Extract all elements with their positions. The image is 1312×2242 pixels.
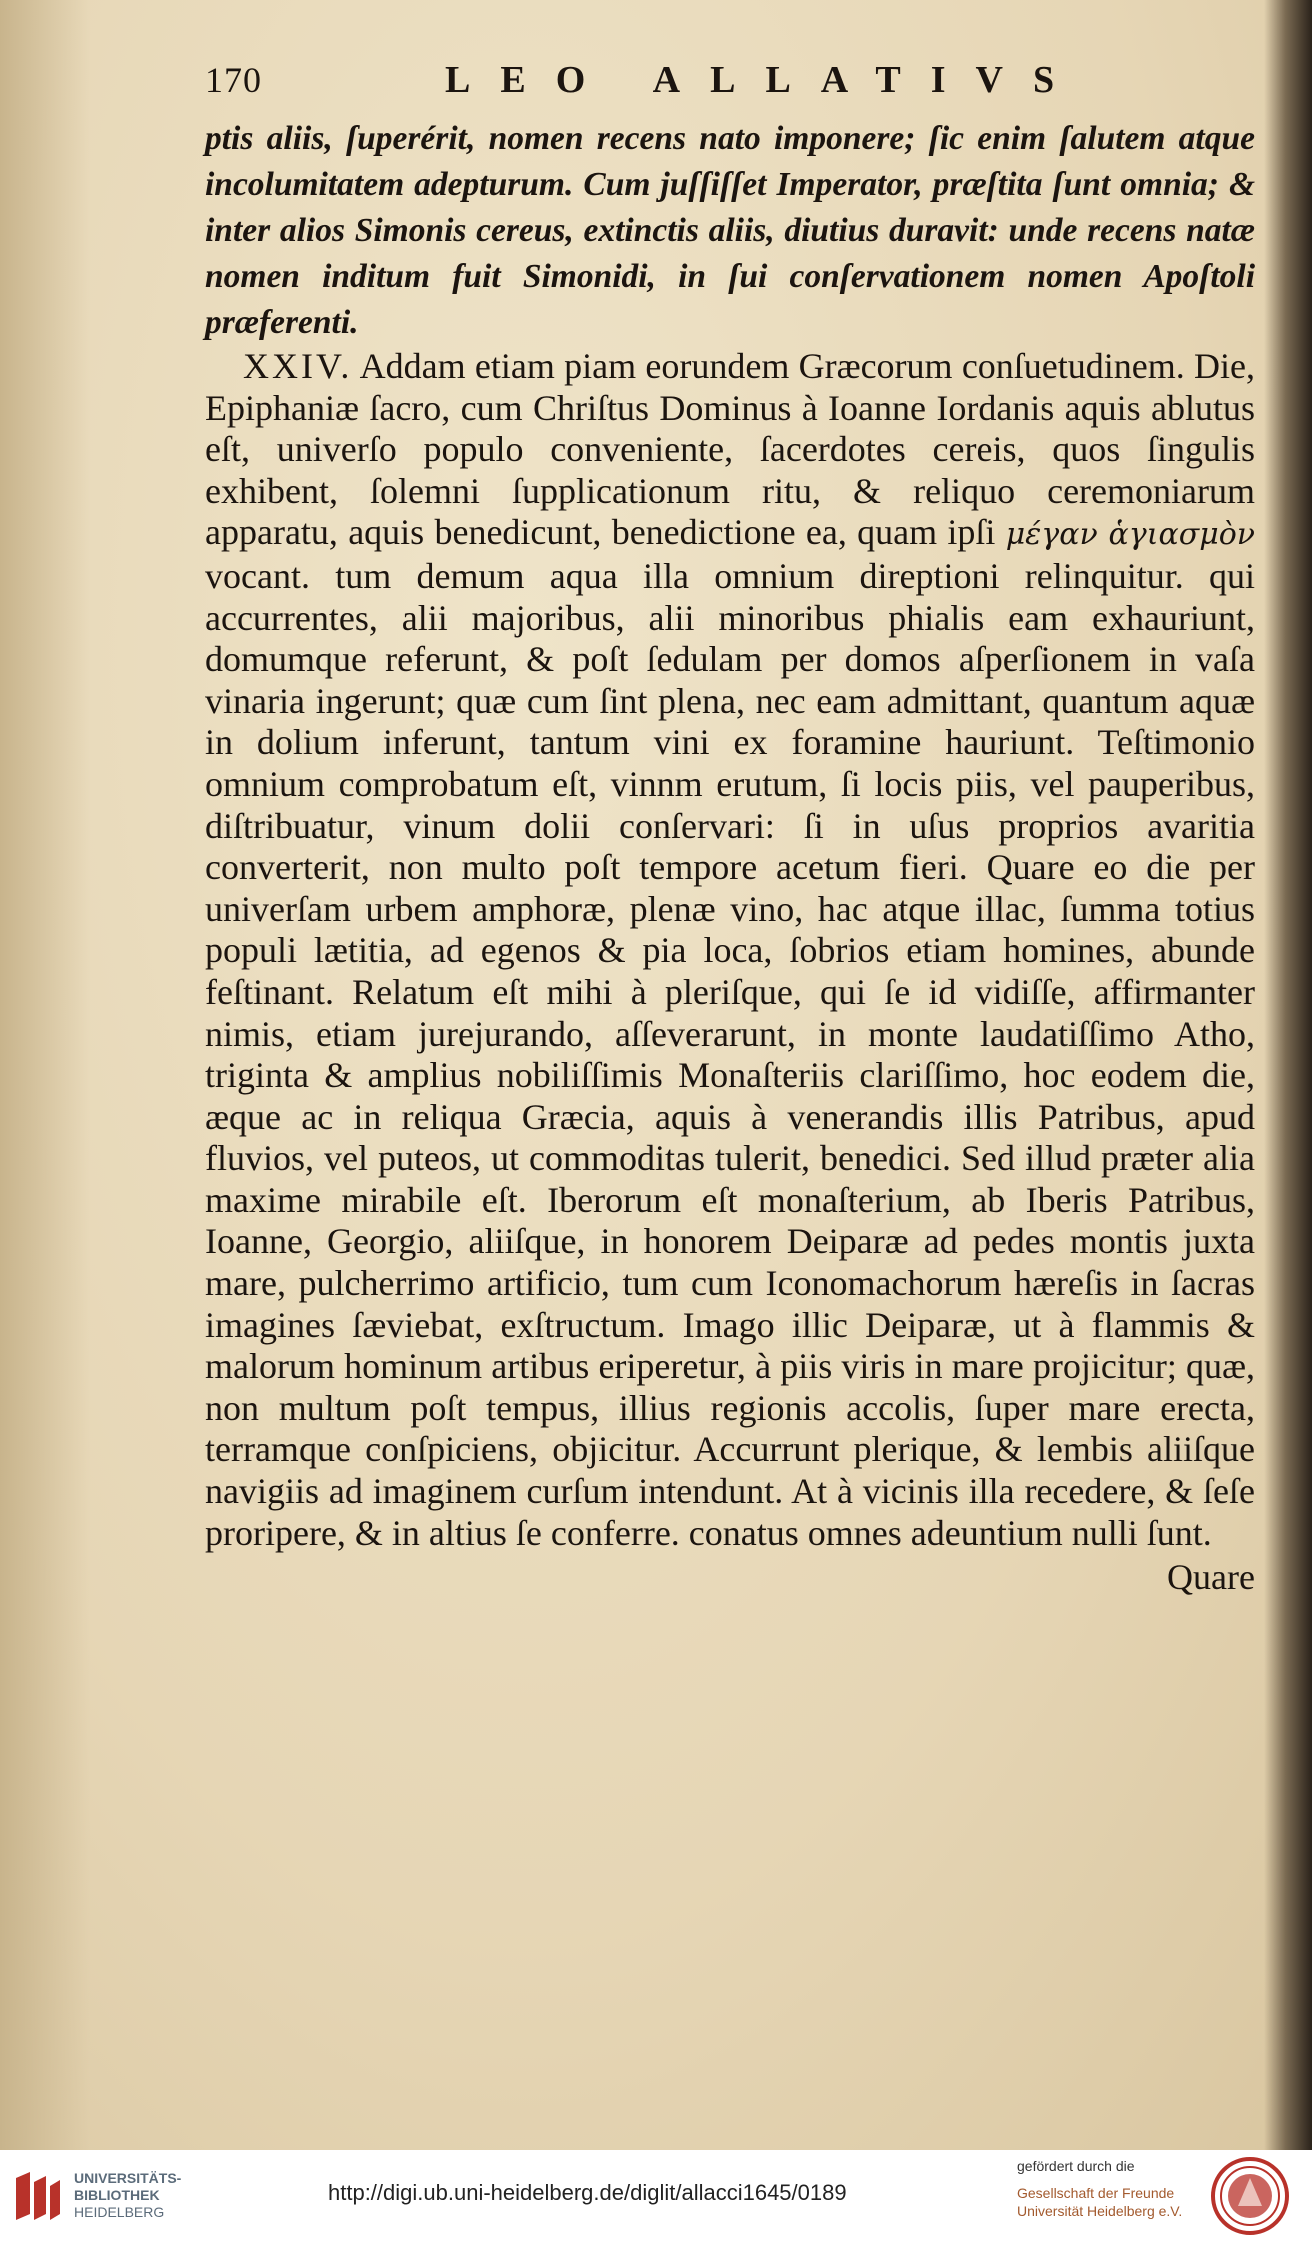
sponsor-name (1017, 2184, 1182, 2220)
section-number: XXIV. (243, 346, 353, 386)
page-number: 170 (205, 60, 262, 100)
sponsor-label: gefördert durch die (1017, 2158, 1135, 2174)
sponsor-name-line2: Universität Heidelberg e.V. (1017, 2203, 1183, 2219)
library-name-line3: HEIDELBERG (74, 2204, 165, 2220)
library-name-line1: UNIVERSITÄTS- (74, 2170, 182, 2186)
paragraph-text-part2: vocant. tum demum aqua illa omnium direptioni relinquitur. qui accurrentes, alii majoribus, alii minoribus phialis eam exhauriunt, domumque referunt, & poſt ſedulam per domos aſperſionem in vaſa vinaria ingerunt; quæ cum ſint plena, nec eam admittant, quantum aquæ in dolium inferunt, tantum vini ex foramine hauriunt. Teſtimonio omnium comprobatum eſt, vinnm erutum, ſi locis piis, vel pauperibus, diſtribuatur, vinum dolii conſervari: ſi in uſus proprios avaritia converterit, non multo poſt tempore acetum fieri. Quare eo die per univerſam urbem amphoræ, plenæ vino, hac atque illac, ſumma totius populi lætitia, ad egenos & pia loca, ſobrios etiam homines, abunde feſtinant. Relatum eſt mihi à pleriſque, qui ſe id vidiſſe, affirmanter nimis, etiam jurejurando, aſſeverarunt, in monte laudatiſſimo Atho, triginta & amplius nobiliſſimis Monaſteriis clariſſimo, hoc eodem die, æque ac in reliqua Græcia, aquis à venerandis illis Patribus, apud fluvios, vel puteos, ut commoditas tulerit, benedici. Sed illud præter alia maxime mirabile eſt. Iberorum eſt monaſterium, ab Iberis Patribus, Ioanne, Georgio, aliiſque, in honorem Deiparæ ad pedes montis juxta mare, pulcherrimo artificio, tum cum Iconomachorum hæreſis in ſacras imagines ſæviebat, exſtructum. Imago illic Deiparæ, ut à flammis & malorum hominum artibus eriperetur, à piis viris in mare projicitur; quæ, non multum poſt tempus, illius regionis accolis, ſuper mare erecta, terramque conſpiciens, objicitur. Accurrunt plerique, & lembis aliiſque navigiis ad imaginem curſum intendunt. At à vicinis illa recedere, & ſeſe proripere, & in altius ſe conferre. conatus omnes adeuntium nulli ſunt. (205, 555, 1255, 1553)
university-seal-icon (1210, 2156, 1290, 2236)
text-block (205, 58, 1255, 1598)
paragraph-text-part1: Addam etiam piam eorundem Græcorum conſuetudinem. Die, Epiphaniæ ſacro, cum Chriſtus Dominus à Ioanne Iordanis aquis ablutus eſt, univerſo populo conveniente, ſacerdotes cereis, quos ſingulis exhibent, ſolemni ſupplicationum ritu, & reliquo ceremoniarum apparatu, aquis benedicunt, benedictione ea, quam ipſi (205, 346, 1256, 553)
page-right-edge (1264, 0, 1312, 2150)
running-title: LEO ALLATIVS (445, 59, 1085, 101)
library-name-line2: BIBLIOTHEK (74, 2187, 160, 2203)
university-library-logo-icon (12, 2168, 64, 2224)
greek-phrase: μέγαν ἁγιασμὸν (1005, 517, 1256, 553)
running-head (205, 58, 1255, 116)
main-paragraph (205, 346, 1255, 1554)
permalink-url[interactable]: http://digi.ub.uni-heidelberg.de/diglit/allacci1645/0189 (328, 2180, 847, 2205)
sponsor-name-line1: Gesellschaft der Freunde (1017, 2185, 1175, 2201)
library-name (74, 2170, 181, 2221)
page-left-shadow (0, 0, 90, 2150)
italic-paragraph: ptis aliis, ſuperérit, nomen recens nato imponere; ſic enim ſalutem atque incolumitatem adepturum. Cum juſſiſſet Imperator, præſtita ſunt omnia; & inter alios Simonis cereus, extinctis aliis, diutius duravit: unde recens natæ nomen inditum fuit Simonidi, in ſui conſervationem nomen Apoſtoli præferenti. (205, 120, 1255, 341)
catchword: Quare (1167, 1557, 1255, 1598)
digitization-footer (0, 2150, 1312, 2242)
